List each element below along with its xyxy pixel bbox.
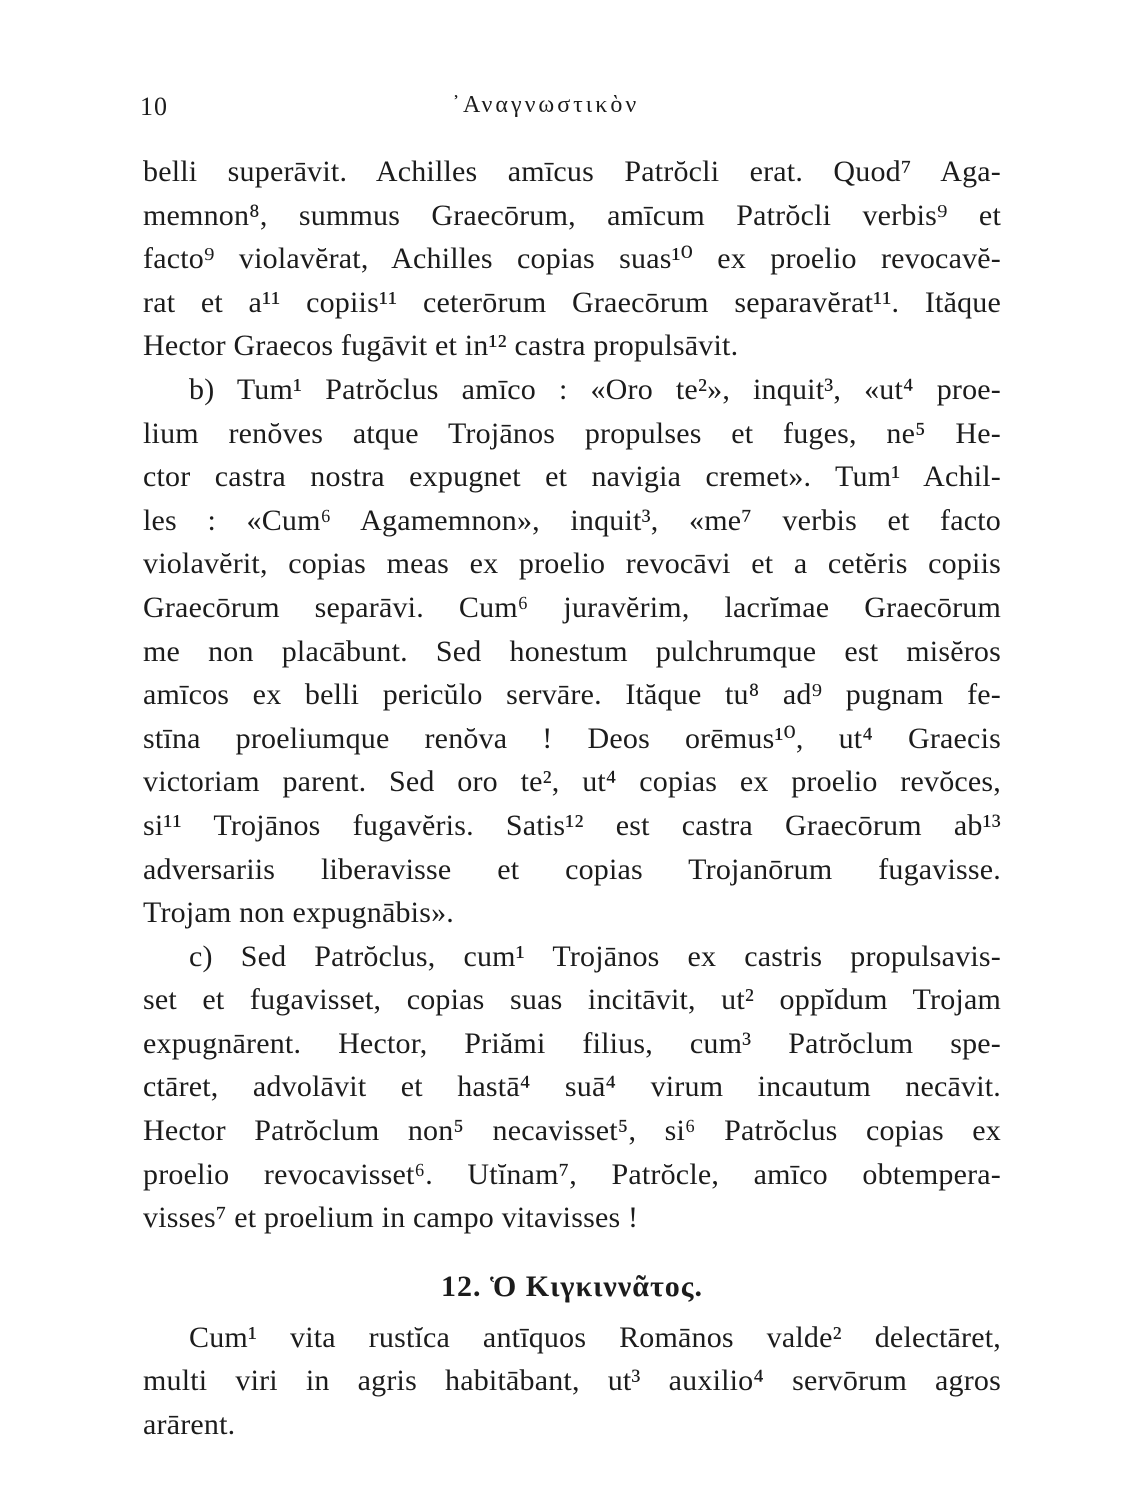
text-line: violavĕrit, copias meas ex proelio revocāvi et a cetĕris copiis xyxy=(143,547,1001,581)
paragraph-b-start: b) Tum¹ Patrŏclus amīco : «Oro te²», inquit³, «ut⁴ proe- xyxy=(189,372,1001,406)
text-line: facto⁹ violavĕrat, Achilles copias suas¹⁰ ex proelio revocavĕ- xyxy=(143,242,1001,276)
text-line: ctāret, advolāvit et hastā⁴ suā⁴ virum incautum necāvit. xyxy=(143,1070,1001,1104)
text-line: ctor castra nostra expugnet et navigia cremet». Tum¹ Achil- xyxy=(143,460,1001,494)
text-line: me non placābunt. Sed honestum pulchrumque est misĕros xyxy=(143,634,1001,668)
running-head xyxy=(140,92,1000,128)
text-line: set et fugavisset, copias suas incitāvit, ut² oppĭdum Trojam xyxy=(143,983,1001,1017)
text-line: stīna proeliumque renŏva ! Deos orēmus¹⁰, ut⁴ Graecis xyxy=(143,721,1001,755)
text-line: Hector Patrŏclum non⁵ necavisset⁵, si⁶ Patrŏclus copias ex xyxy=(143,1114,1001,1148)
text-line: victoriam parent. Sed oro te², ut⁴ copias ex proelio revŏces, xyxy=(143,765,1001,799)
text-line: lium renŏves atque Trojānos propulses et fuges, ne⁵ He- xyxy=(143,416,1001,450)
section-heading: 12. Ὁ Κιγκιννᾶτος. xyxy=(441,1269,703,1303)
text-line: arārent. xyxy=(143,1408,236,1442)
main-text xyxy=(143,150,1001,1447)
page-number: 10 xyxy=(140,92,168,121)
text-line: proelio revocavisset⁶. Utĭnam⁷, Patrŏcle, amīco obtempera- xyxy=(143,1157,1001,1191)
section-paragraph-start: Cum¹ vita rustĭca antīquos Romānos valde² delectāret, xyxy=(189,1320,1001,1354)
text-line: memnon⁸, summus Graecōrum, amīcum Patrŏcli verbis⁹ et xyxy=(143,198,1001,232)
text-line: les : «Cum⁶ Agamemnon», inquit³, «me⁷ verbis et facto xyxy=(143,503,1001,537)
text-line: visses⁷ et proelium in campo vitavisses ! xyxy=(143,1201,639,1235)
text-line: Graecōrum separāvi. Cum⁶ juravĕrim, lacrĭmae Graecōrum xyxy=(143,590,1001,624)
text-line: Hector Graecos fugāvit et in¹² castra propulsāvit. xyxy=(143,329,739,363)
running-title: ᾿Αναγνωστικὸν xyxy=(452,92,640,118)
text-line: adversariis liberavisse et copias Trojanōrum fugavisse. xyxy=(143,852,1001,886)
paragraph-c-start: c) Sed Patrŏclus, cum¹ Trojānos ex castris propulsavis- xyxy=(189,939,1001,973)
text-line: multi viri in agris habitābant, ut³ auxilio⁴ servōrum agros xyxy=(143,1364,1001,1398)
text-line: si¹¹ Trojānos fugavĕris. Satis¹² est castra Graecōrum ab¹³ xyxy=(143,808,1001,842)
text-line: rat et a¹¹ copiis¹¹ ceterōrum Graecōrum separavĕrat¹¹. Ităque xyxy=(143,285,1001,319)
text-line: belli superāvit. Achilles amīcus Patrŏcli erat. Quod⁷ Aga- xyxy=(143,155,1001,188)
text-line: amīcos ex belli pericŭlo servāre. Ităque tu⁸ ad⁹ pugnam fe- xyxy=(143,678,1001,712)
text-line: Trojam non expugnābis». xyxy=(143,896,454,930)
text-line: expugnārent. Hector, Priămi filius, cum³ Patrŏclum spe- xyxy=(143,1026,1001,1060)
